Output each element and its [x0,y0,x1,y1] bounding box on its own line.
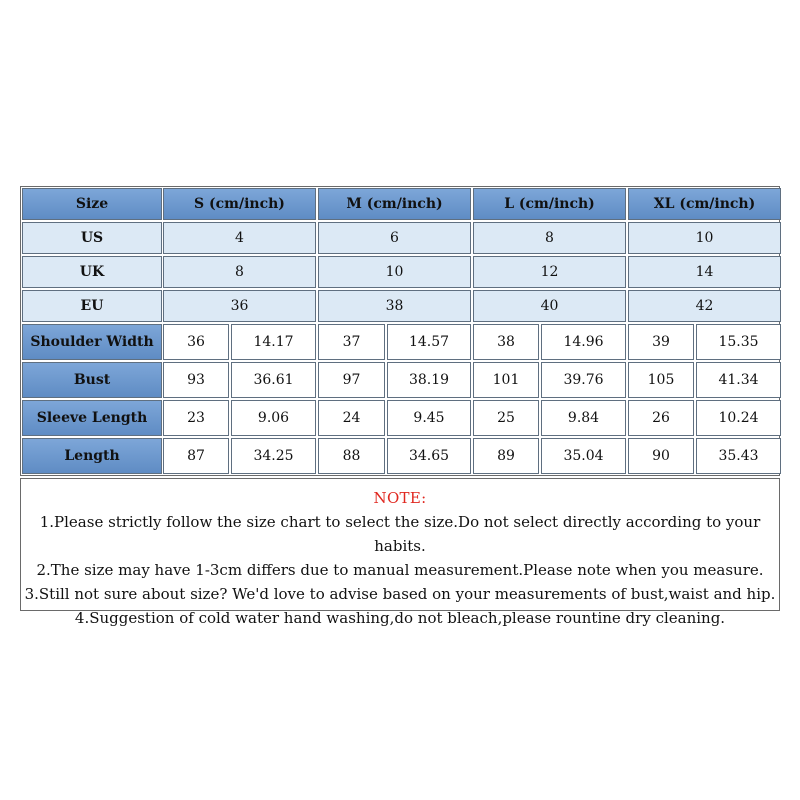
header-row [21,187,779,221]
size-header-1: M (cm/inch) [318,188,471,220]
size-value-cell: 40 [473,290,626,322]
size-value-cell: 10 [628,222,781,254]
measurement-label: Bust [22,362,162,398]
size-header-3: XL (cm/inch) [628,188,781,220]
note-line-3: 3.Still not sure about size? We'd love to advise based on your measurements of bust,waist and hip. [24,585,776,603]
cm-value-cell: 93 [163,362,229,398]
cm-value-cell: 105 [628,362,694,398]
size-value-cell: 8 [163,256,316,288]
conversion-row [21,221,779,255]
size-header-label: Size [22,188,162,220]
size-chart-table [20,186,780,476]
inch-value-cell: 9.45 [387,400,471,436]
cm-value-cell: 101 [473,362,539,398]
measurement-label: Shoulder Width [22,324,162,360]
conversion-row [21,289,779,323]
inch-value-cell: 34.25 [231,438,316,474]
cm-value-cell: 97 [318,362,385,398]
cm-value-cell: 37 [318,324,385,360]
size-value-cell: 12 [473,256,626,288]
measurement-row [21,361,779,399]
cm-value-cell: 38 [473,324,539,360]
inch-value-cell: 36.61 [231,362,316,398]
cm-value-cell: 24 [318,400,385,436]
row-label: US [22,222,162,254]
cm-value-cell: 87 [163,438,229,474]
inch-value-cell: 14.96 [541,324,626,360]
cm-value-cell: 90 [628,438,694,474]
row-label: EU [22,290,162,322]
inch-value-cell: 34.65 [387,438,471,474]
size-value-cell: 6 [318,222,471,254]
conversion-row [21,255,779,289]
note-line-2: 2.The size may have 1-3cm differs due to manual measurement.Please note when you measure. [36,561,764,579]
inch-value-cell: 39.76 [541,362,626,398]
cm-value-cell: 26 [628,400,694,436]
inch-value-cell: 35.43 [696,438,781,474]
inch-value-cell: 15.35 [696,324,781,360]
note-line-4: 4.Suggestion of cold water hand washing,do not bleach,please rountine dry cleaning. [74,609,726,627]
cm-value-cell: 39 [628,324,694,360]
note-title: NOTE: [373,489,427,507]
note-line-1: 1.Please strictly follow the size chart to select the size.Do not select directly according to your habits. [39,513,761,555]
inch-value-cell: 14.57 [387,324,471,360]
measurement-row [21,399,779,437]
cm-value-cell: 36 [163,324,229,360]
size-value-cell: 42 [628,290,781,322]
cm-value-cell: 23 [163,400,229,436]
row-label: UK [22,256,162,288]
size-value-cell: 4 [163,222,316,254]
inch-value-cell: 38.19 [387,362,471,398]
measurement-row [21,437,779,475]
size-value-cell: 8 [473,222,626,254]
inch-value-cell: 35.04 [541,438,626,474]
size-value-cell: 38 [318,290,471,322]
measurement-label: Length [22,438,162,474]
inch-value-cell: 10.24 [696,400,781,436]
measurement-label: Sleeve Length [22,400,162,436]
inch-value-cell: 9.06 [231,400,316,436]
size-value-cell: 14 [628,256,781,288]
size-value-cell: 10 [318,256,471,288]
inch-value-cell: 9.84 [541,400,626,436]
size-value-cell: 36 [163,290,316,322]
measurement-row [21,323,779,361]
cm-value-cell: 25 [473,400,539,436]
note-box [20,478,780,627]
size-header-2: L (cm/inch) [473,188,626,220]
inch-value-cell: 14.17 [231,324,316,360]
inch-value-cell: 41.34 [696,362,781,398]
cm-value-cell: 88 [318,438,385,474]
size-header-0: S (cm/inch) [163,188,316,220]
cm-value-cell: 89 [473,438,539,474]
